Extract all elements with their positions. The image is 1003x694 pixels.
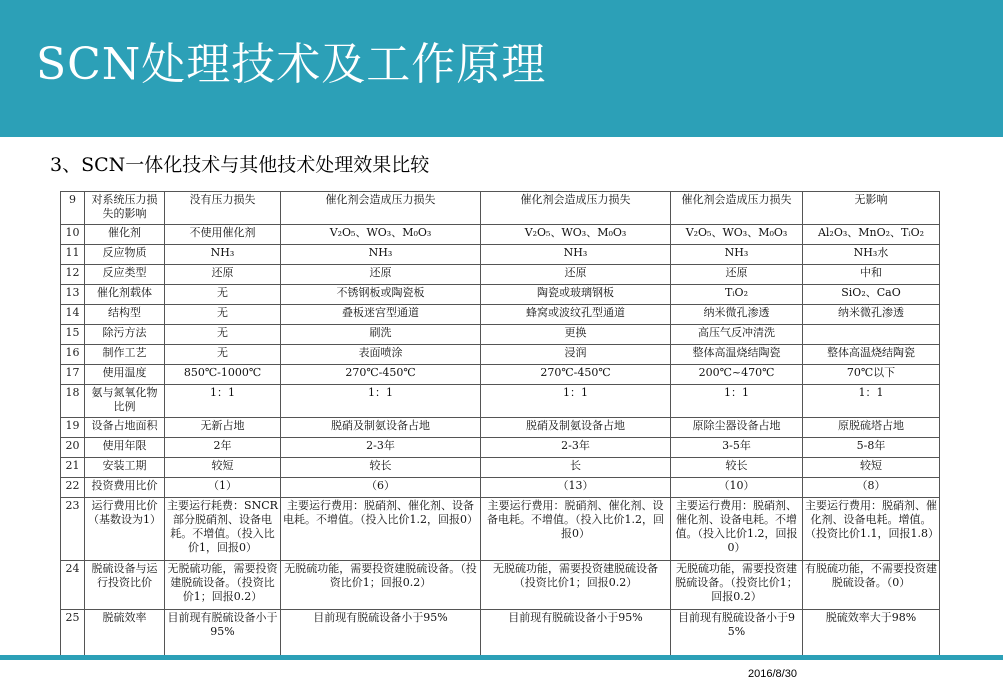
table-cell: 陶瓷或玻璃钢板 [481, 285, 671, 305]
table-cell: 270℃-450℃ [281, 365, 481, 385]
table-cell: TᵢO₂ [671, 285, 803, 305]
table-cell: 目前现有脱硫设备小于95% [281, 610, 481, 657]
table-row [61, 561, 940, 610]
table-cell: 1：1 [481, 385, 671, 418]
table-cell: 1：1 [803, 385, 940, 418]
table-cell: 2-3年 [481, 438, 671, 458]
table-cell: 较短 [165, 458, 281, 478]
slide-date: 2016/8/30 [748, 668, 797, 680]
section-subtitle: 3、SCN一体化技术与其他技术处理效果比较 [50, 154, 430, 176]
table-cell: 较短 [803, 458, 940, 478]
table-cell: （10） [671, 478, 803, 498]
table-row [61, 438, 940, 458]
table-cell: 无脱硫功能，需要投资建脱硫设备。（投资比价1；回报0.2） [671, 561, 803, 610]
table-row [61, 225, 940, 245]
table-row [61, 385, 940, 418]
row-label: 投资费用比价 [85, 478, 165, 498]
table-cell: 主要运行费用：脱硝剂、催化剂、设备电耗。增值。（投资比价1.1，回报1.8） [803, 498, 940, 561]
table-cell: 蜂窝或波纹孔型通道 [481, 305, 671, 325]
table-cell: 无脱硫功能，需要投资建脱硫设备。（投资比价1；回报0.2） [281, 561, 481, 610]
table-row [61, 305, 940, 325]
table-cell: 催化剂会造成压力损失 [671, 192, 803, 225]
row-label: 除污方法 [85, 325, 165, 345]
table-cell: （1） [165, 478, 281, 498]
table-cell: 5-8年 [803, 438, 940, 458]
table-cell: 较长 [281, 458, 481, 478]
table-cell: V₂O₅、WO₃、M₀O₃ [281, 225, 481, 245]
table-cell: 200℃~470℃ [671, 365, 803, 385]
table-cell: 主要运行费用：脱硝剂、催化剂、设备电耗。不增值。（投入比价1.2，回报0） [481, 498, 671, 561]
table-cell: 催化剂会造成压力损失 [481, 192, 671, 225]
table-row [61, 265, 940, 285]
table-cell: 无影响 [803, 192, 940, 225]
table-row [61, 365, 940, 385]
row-number: 16 [61, 345, 85, 365]
row-number: 17 [61, 365, 85, 385]
table-cell: 无脱硫功能，需要投资建脱硫设备。（投资比价1；回报0.2） [165, 561, 281, 610]
table-cell: 目前现有脱硫设备小于95% [481, 610, 671, 657]
table-cell: （13） [481, 478, 671, 498]
table-cell: 850℃-1000℃ [165, 365, 281, 385]
table-cell: 没有压力损失 [165, 192, 281, 225]
table-cell: 目前现有脱硫设备小于95% [165, 610, 281, 657]
table-cell: 主要运行耗费：SNCR部分脱硝剂、设备电耗。不增值。（投入比价1，回报0） [165, 498, 281, 561]
row-label: 对系统压力损失的影响 [85, 192, 165, 225]
table-cell: 2-3年 [281, 438, 481, 458]
row-label: 结构型 [85, 305, 165, 325]
row-label: 安装工期 [85, 458, 165, 478]
table-cell: 不锈钢板或陶瓷板 [281, 285, 481, 305]
row-number: 14 [61, 305, 85, 325]
table-cell: NH₃ [671, 245, 803, 265]
table-cell: 纳米微孔渗透 [671, 305, 803, 325]
table-cell: 2年 [165, 438, 281, 458]
table-row [61, 325, 940, 345]
table-cell: NH₃水 [803, 245, 940, 265]
table-row [61, 498, 940, 561]
table-cell: 长 [481, 458, 671, 478]
table-cell: 更换 [481, 325, 671, 345]
table-row [61, 610, 940, 657]
table-cell: 1：1 [165, 385, 281, 418]
table-cell: Al₂O₃、MnO₂、TᵢO₂ [803, 225, 940, 245]
table-row [61, 285, 940, 305]
table-cell: 较长 [671, 458, 803, 478]
table-cell: 1：1 [281, 385, 481, 418]
table-cell: V₂O₅、WO₃、M₀O₃ [481, 225, 671, 245]
table-cell: 原除尘器设备占地 [671, 418, 803, 438]
table-cell: 表面喷涂 [281, 345, 481, 365]
row-label: 使用年限 [85, 438, 165, 458]
row-label: 催化剂 [85, 225, 165, 245]
table-cell: （6） [281, 478, 481, 498]
table-row [61, 458, 940, 478]
row-number: 11 [61, 245, 85, 265]
row-number: 9 [61, 192, 85, 225]
table-cell: 无新占地 [165, 418, 281, 438]
table-cell: V₂O₅、WO₃、M₀O₃ [671, 225, 803, 245]
row-label: 催化剂载体 [85, 285, 165, 305]
table-cell: 脱硫效率大于98% [803, 610, 940, 657]
table-cell: NH₃ [481, 245, 671, 265]
table-cell: 还原 [281, 265, 481, 285]
row-label: 设备占地面积 [85, 418, 165, 438]
table-cell: 脱硝及制氨设备占地 [281, 418, 481, 438]
row-label: 脱硫设备与运行投资比价 [85, 561, 165, 610]
table-cell: 原脱硫塔占地 [803, 418, 940, 438]
table-cell: 整体高温烧结陶瓷 [671, 345, 803, 365]
table-cell: 中和 [803, 265, 940, 285]
row-label: 反应物质 [85, 245, 165, 265]
table-cell: 还原 [671, 265, 803, 285]
table-row [61, 478, 940, 498]
row-number: 21 [61, 458, 85, 478]
row-label: 运行费用比价（基数设为1） [85, 498, 165, 561]
table-cell: 目前现有脱硫设备小于95% [671, 610, 803, 657]
row-label: 使用温度 [85, 365, 165, 385]
header-banner [0, 0, 1003, 137]
table-cell: NH₃ [165, 245, 281, 265]
table-cell: NH₃ [281, 245, 481, 265]
footer-bar [0, 655, 1003, 660]
table-row [61, 245, 940, 265]
table-cell: 高压气反冲清洗 [671, 325, 803, 345]
table-cell: 无 [165, 345, 281, 365]
table-cell: （8） [803, 478, 940, 498]
row-number: 13 [61, 285, 85, 305]
table-cell: 有脱硫功能，不需要投资建脱硫设备。（0） [803, 561, 940, 610]
table-cell: 纳米微孔渗透 [803, 305, 940, 325]
table-cell: 还原 [481, 265, 671, 285]
row-number: 18 [61, 385, 85, 418]
table-cell: 脱硝及制氨设备占地 [481, 418, 671, 438]
row-number: 25 [61, 610, 85, 657]
row-label: 脱硫效率 [85, 610, 165, 657]
row-number: 22 [61, 478, 85, 498]
table-cell: 刷洗 [281, 325, 481, 345]
table-cell: 整体高温烧结陶瓷 [803, 345, 940, 365]
table-cell: 无 [165, 285, 281, 305]
table-cell: 浸润 [481, 345, 671, 365]
row-number: 19 [61, 418, 85, 438]
row-number: 24 [61, 561, 85, 610]
comparison-table [60, 191, 940, 657]
row-number: 15 [61, 325, 85, 345]
table-cell: 70℃以下 [803, 365, 940, 385]
table-cell: 不使用催化剂 [165, 225, 281, 245]
table-cell: 催化剂会造成压力损失 [281, 192, 481, 225]
page-title: SCN处理技术及工作原理 [36, 39, 547, 90]
table-row [61, 192, 940, 225]
table-cell: 无 [165, 325, 281, 345]
table-cell: 1：1 [671, 385, 803, 418]
row-label: 反应类型 [85, 265, 165, 285]
row-label: 氨与氮氧化物比例 [85, 385, 165, 418]
table-row [61, 418, 940, 438]
table-row [61, 345, 940, 365]
table-cell: 叠板迷宫型通道 [281, 305, 481, 325]
table-cell: 无脱硫功能，需要投资建脱硫设备（投资比价1；回报0.2） [481, 561, 671, 610]
row-number: 23 [61, 498, 85, 561]
table-cell: 270℃-450℃ [481, 365, 671, 385]
table-cell: 3-5年 [671, 438, 803, 458]
table-cell: 还原 [165, 265, 281, 285]
table-cell: 主要运行费用：脱硝剂、催化剂、设备电耗。不增值。（投入比价1.2，回报0） [671, 498, 803, 561]
row-number: 20 [61, 438, 85, 458]
row-label: 制作工艺 [85, 345, 165, 365]
row-number: 10 [61, 225, 85, 245]
table-cell: SiO₂、CaO [803, 285, 940, 305]
table-cell: 主要运行费用：脱硝剂、催化剂、设备电耗。不增值。（投入比价1.2，回报0） [281, 498, 481, 561]
table-cell [803, 325, 940, 345]
table-cell: 无 [165, 305, 281, 325]
row-number: 12 [61, 265, 85, 285]
